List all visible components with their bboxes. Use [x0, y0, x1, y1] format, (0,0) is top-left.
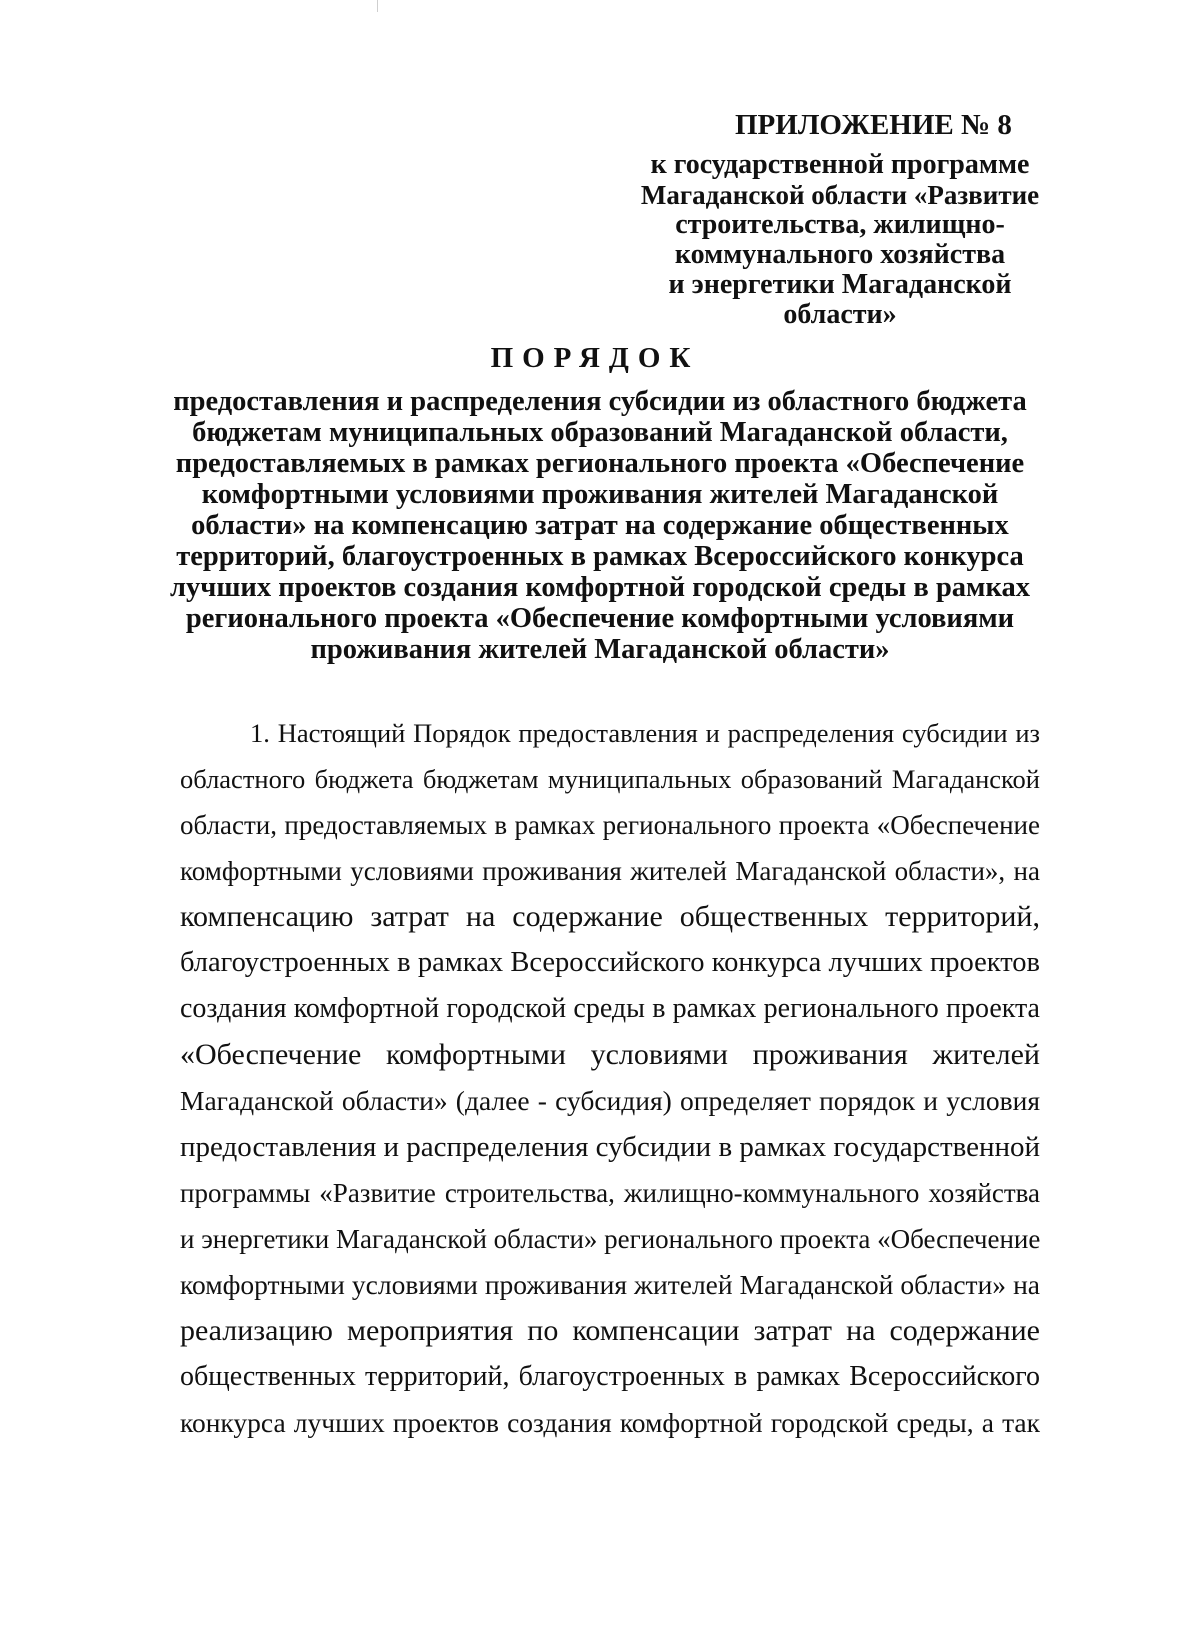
annex-line: коммунального хозяйства: [674, 239, 1006, 270]
annex-title: ПРИЛОЖЕНИЕ № 8: [735, 109, 1012, 141]
body-line: компенсацию затрат на содержание общественных территорий,: [180, 900, 1040, 933]
body-line: и энергетики Магаданской области» регионального проекта «Обеспечение: [180, 1224, 1041, 1254]
body-line: конкурса лучших проектов создания комфортной городской среды, а так: [180, 1407, 1040, 1438]
body-line: областного бюджета бюджетам муниципальных образований Магаданской: [180, 764, 1040, 794]
annex-line: строительства, жилищно-: [675, 209, 1005, 240]
body-line: 1. Настоящий Порядок предоставления и распределения субсидии из: [250, 718, 1040, 748]
body-line: комфортными условиями проживания жителей Магаданской области», на: [180, 856, 1040, 886]
body-line: реализацию мероприятия по компенсации затрат на содержание: [180, 1314, 1040, 1347]
body-line: благоустроенных в рамках Всероссийского конкурса лучших проектов: [180, 947, 1040, 978]
body-line: программы «Развитие строительства, жилищно-коммунального хозяйства: [180, 1178, 1040, 1208]
subtitle-line: регионального проекта «Обеспечение комфортными условиями: [185, 603, 1015, 634]
subtitle-line: предоставляемых в рамках регионального проекта «Обеспечение: [175, 448, 1025, 479]
annex-line: Магаданской области «Развитие: [640, 180, 1040, 210]
body-line: общественных территорий, благоустроенных в рамках Всероссийского: [180, 1361, 1040, 1392]
subtitle-line: лучших проектов создания комфортной городской среды в рамках: [170, 572, 1030, 603]
scan-artifact: [377, 0, 378, 12]
subtitle-line: области» на компенсацию затрат на содержание общественных: [191, 510, 1009, 541]
body-line: комфортными условиями проживания жителей Магаданской области» на: [180, 1269, 1040, 1300]
annex-line: и энергетики Магаданской: [668, 269, 1012, 300]
annex-line: области»: [783, 299, 897, 330]
subtitle-line: территорий, благоустроенных в рамках Всероссийского конкурса: [176, 541, 1024, 572]
annex-line: к государственной программе: [650, 149, 1030, 180]
body-line: предоставления и распределения субсидии в рамках государственной: [180, 1131, 1041, 1163]
body-line: создания комфортной городской среды в рамках регионального проекта: [180, 993, 1040, 1024]
page-title: ПОРЯДОК: [490, 342, 700, 374]
body-line: Магаданской области» (далее - субсидия) определяет порядок и условия: [180, 1085, 1040, 1116]
subtitle-line: бюджетам муниципальных образований Магаданской области,: [192, 417, 1008, 448]
subtitle-line: комфортными условиями проживания жителей Магаданской: [201, 479, 999, 510]
body-line: «Обеспечение комфортными условиями проживания жителей: [180, 1038, 1040, 1071]
subtitle-line: предоставления и распределения субсидии из областного бюджета: [173, 386, 1027, 417]
subtitle-line: проживания жителей Магаданской области»: [310, 634, 890, 665]
body-line: области, предоставляемых в рамках регионального проекта «Обеспечение: [180, 810, 1040, 840]
